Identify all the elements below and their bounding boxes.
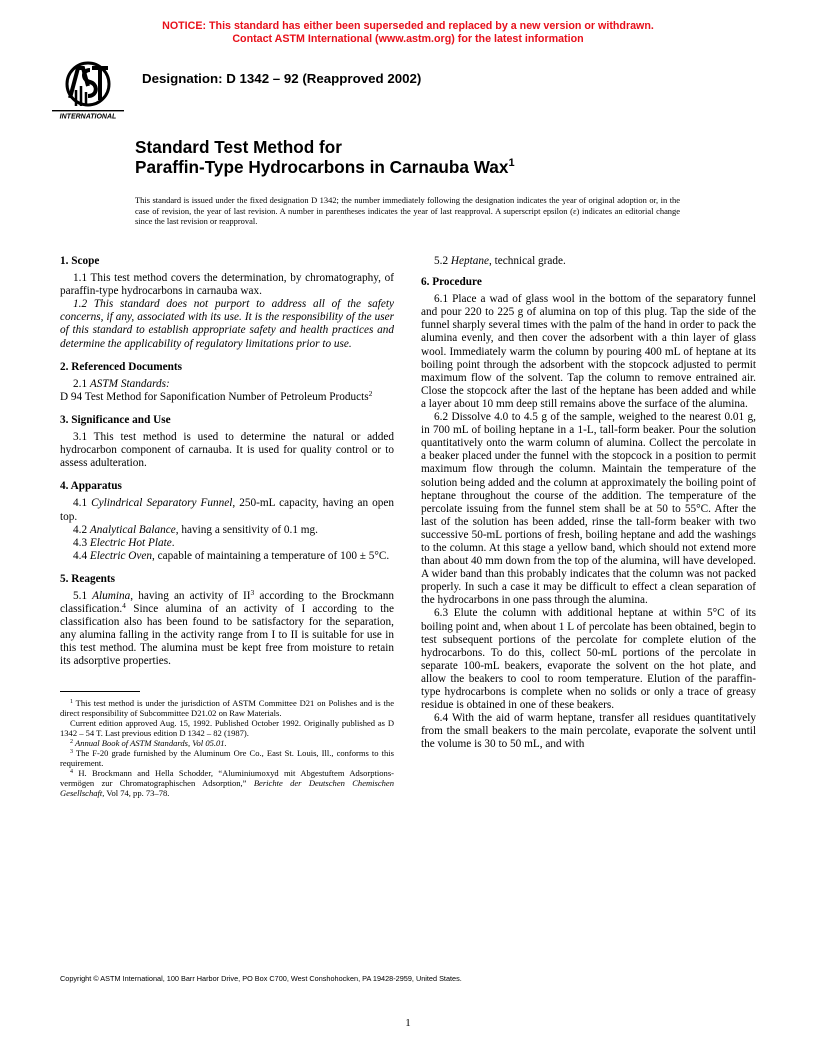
logo-caption: INTERNATIONAL [59,113,117,120]
section-heading: 4. Apparatus [60,480,122,493]
section-heading: 5. Reagents [60,572,115,585]
footnote-4 [60,768,394,798]
item-name: Electric Oven [89,549,153,562]
item-name: Cylindrical Separatory Funnel [91,497,233,510]
reference-text: D 94 Test Method for Saponification Number of Petroleum Products [60,390,369,403]
copyright-notice: Copyright © ASTM International, 100 Barr Harbor Drive, PO Box C700, West Conshohocken, PA 19428-2959, United States. [60,974,462,983]
paragraph-6-2: 6.2 Dissolve 4.0 to 4.5 g of the sample, weighed to the nearest 0.01 g, in 700 mL of boiling heptane in a 1-L, tall-form beaker. Pour the solution quantitatively onto the warm column of alumina. Collect the percolate in a beaker placed under the funnel with the stopcock in a position to permit maximum flow through the column. Maintain the temperature of the solution being added and the column at approximately the boiling point of heptane throughout the course of the addition. The temperature of the percolate issuing from the funnel stem shall be at 50 to 55°C. After the last of the solution has been added, rinse the tall-form beaker with two successive 50-mL portions of fresh, boiling heptane and add the washings to the column. At this stage a yellow band, which should not extend more than about 40 mm down from the top of the alumina, will have developed. A wider band than this probably indicates that the column was not packed properly. In such a case it may be difficult to effect a clean separation of the hydrocarbons in one pass through the alumina. [421,411,756,607]
section-heading: 1. Scope [60,255,100,267]
title-line-1: Standard Test Method for [135,137,342,157]
footnote-mark: 4 [122,601,126,611]
paragraph-text: ASTM Standards: [89,377,170,390]
section-apparatus [60,480,394,563]
apparatus-item [60,537,394,550]
right-column [421,255,756,761]
footnote-3 [60,748,394,768]
footnote-text: This test method is under the jurisdiction of ASTM Committee D21 on Polishes and is the direct responsibility of Subcommittee D21.02 on Raw Materials. [60,697,394,718]
footnote-2 [60,738,394,748]
apparatus-item [60,524,394,537]
paragraph-number: 5.2 [434,255,451,267]
paragraph-text: , having an activity of II [130,589,251,602]
reference-d94 [60,388,394,404]
page-number: 1 [405,1017,411,1029]
footnote-1-continued: Current edition approved Aug. 15, 1992. Published October 1992. Originally published as D 1342 – 54 T. Last previous edition D 1342 – 82 (1987). [60,717,394,738]
notice-line-1: NOTICE: This standard has either been superseded and replaced by a new version or withdrawn. [162,20,654,32]
reagent-name: Alumina [92,589,131,602]
item-number: 4.1 [73,497,92,510]
footnote-1 [60,698,394,718]
paragraph-5-2 [421,255,756,268]
item-number: 4.2 [73,523,90,536]
item-number: 4.3 [73,536,90,549]
left-column [60,255,394,798]
footnote-mark: 2 [70,738,73,745]
footnote-divider [60,691,140,692]
footnote-text: Annual Book of ASTM Standards, Vol 05.01. [73,737,227,748]
title-text: Paraffin-Type Hydrocarbons in Carnauba Wax [135,157,509,177]
item-text: . [171,536,175,549]
title-footnote-mark: 1 [508,157,515,169]
item-text: , having a sensitivity of 0.1 mg. [175,523,318,536]
paragraph-6-3: 6.3 Elute the column with additional heptane at within 5°C of its boiling point and, when about 1 L of percolate has been obtained, begin to test subsequent portions of the percolate for complete elution of the hydrocarbons. To do this, collect 50-mL portions of the percolate in separate 100-mL beakers, evaporate the solvent on the hot plate, and allow the beakers to cool to room temperature. Elution of the paraffin-type hydrocarbons is complete when no solids or only a trace of greasy residue is obtained in one of these beakers. [421,607,756,712]
section-referenced-documents [60,361,394,404]
designation: Designation: D 1342 – 92 (Reapproved 2002) [142,71,422,86]
section-heading: 2. Referenced Documents [60,360,182,373]
section-heading: 6. Procedure [421,276,482,289]
apparatus-item [60,550,394,563]
paragraph-number: 5.1 [73,589,93,602]
item-name: Analytical Balance [89,523,176,536]
footnote-mark: 2 [368,388,373,398]
reagent-name: Heptane [450,255,489,267]
notice-line-2: Contact ASTM International (www.astm.org) for the latest information [232,32,584,45]
footnote-mark: 4 [70,769,73,776]
journal-title: Berichte der Deutschen Chemischen Gesellschaft [60,778,394,799]
section-heading: 3. Significance and Use [60,413,171,426]
paragraph-number: 2.1 [73,377,90,390]
footnote-text: The F-20 grade furnished by the Aluminum Ore Co., East St. Louis, Ill., conforms to this requirement. [60,748,394,769]
footnotes [60,698,394,799]
footnote-mark: 3 [70,749,73,755]
astm-logo-icon [48,56,128,120]
item-text: , 250-mL capacity, having an open top. [60,497,394,523]
item-text: , capable of maintaining a temperature of 100 ± 5°C. [152,549,390,562]
apparatus-item [60,497,394,523]
paragraph-2-1 [60,378,394,391]
item-name: Electric Hot Plate [89,536,172,549]
paragraph-1-2: 1.2 This standard does not purport to address all of the safety concerns, if any, associated with its use. It is the responsibility of the user of this standard to establish appropriate safety and health practices and determine the applicability of regulatory limitations prior to use. [60,298,394,350]
footnote-text: , Vol 74, pp. 73–78. [102,788,170,799]
paragraph-text: Since alumina of an activity of I according to the classification also has been found to be satisfactory for the separation, any alumina falling in the activity range from I to II is suitable for use in this test method. The alumina must be kept free from moisture to retain its adsorptive properties. [60,603,394,668]
footnote-mark: 3 [250,587,255,597]
paragraph-6-1: 6.1 Place a wad of glass wool in the bottom of the separatory funnel and pour 220 to 225 g of alumina on top of this plug. Tap the side of the funnel sharply several times with the palm of the hand in order to pack the alumina evenly, and then cover the adsorbent with a thin layer of glass wool. Immediately warm the column by pouring 400 mL of heptane at its boiling point through the adsorbent with the stopcock adjusted to permit maximum flow of the solvent. Tap the column to remove entrained air. Close the stopcock after the last of the heptane has been added and while a layer about 10 mm deep still remains above the surface of the alumina. [421,293,756,410]
section-procedure [421,276,756,751]
paragraph-1-1: 1.1 This test method covers the determination, by chromatography, of paraffin-type hydrocarbons in carnauba wax. [60,272,394,298]
withdrawal-notice [0,20,816,45]
paragraph-5-2-block [421,255,756,268]
footnote-mark: 1 [70,698,73,705]
paragraph-5-1 [60,587,394,669]
item-number: 4.4 [73,549,90,562]
section-scope [60,255,394,351]
paragraph-3-1: 3.1 This test method is used to determine the natural or added hydrocarbon component of carnauba. It is used for quality control or to assess adulteration. [60,431,394,470]
preamble: This standard is issued under the fixed designation D 1342; the number immediately following the designation indicates the year of original adoption or, in the case of revision, the year of last revision. A number in parentheses indicates the year of last reapproval. A superscript epsilon (ε) indicates an editorial change since the last revision or reapproval. [135,195,680,227]
paragraph-6-4: 6.4 With the aid of warm heptane, transfer all residues quantitatively from the small beakers to the main percolate, evaporate the solvent until the volume is 30 to 50 mL, and with [421,712,756,751]
section-significance [60,414,394,470]
paragraph-text: , technical grade. [489,255,566,267]
title-line-2 [135,157,515,177]
paragraph-text: according to the Brockmann classification. [60,589,394,616]
section-reagents [60,573,394,669]
footnote-text: H. Brockmann and Hella Schodder, “Aluminiumoxyd mit Abgestuftem Adsorptions-vermögen zur Chromatographischen Adsorption,” [60,768,394,789]
document-title [135,137,515,177]
